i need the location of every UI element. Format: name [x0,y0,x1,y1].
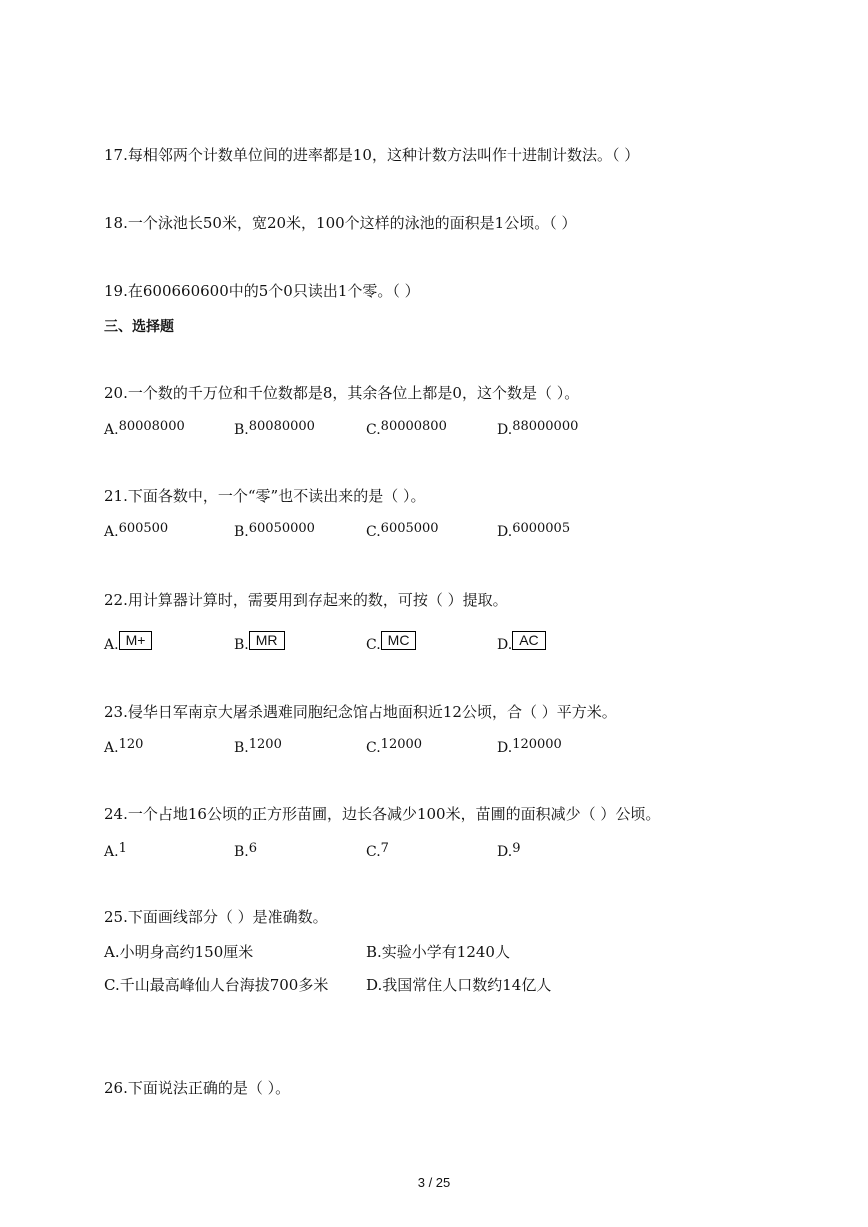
q23-option-b: B.1200 [234,737,282,756]
question-17: 17.每相邻两个计数单位间的进率都是10，这种计数方法叫作十进制计数法。（ ） [104,146,640,164]
page-number: 3 / 25 [417,1175,451,1190]
question-25: 25.下面画线部分（ ）是准确数。 [104,908,328,926]
q24-option-a: A.1 [104,841,127,860]
q21-option-d: D.6000005 [497,521,571,540]
mc-key-icon: MC [381,631,417,650]
m-plus-key-icon: M+ [119,631,153,650]
q22-option-d: D. AC [497,635,546,655]
question-20: 20.一个数的千万位和千位数都是8，其余各位上都是0，这个数是（ ）。 [104,384,580,402]
q20-option-a: A.80008000 [104,419,185,438]
q22-option-b: B. MR [234,635,285,655]
question-24: 24.一个占地16公顷的正方形苗圃，边长各减少100米，苗圃的面积减少（ ）公顷。 [104,805,661,823]
mr-key-icon: MR [249,631,285,650]
ac-key-icon: AC [512,631,545,650]
q24-option-c: C.7 [366,841,389,860]
question-26: 26.下面说法正确的是（ ）。 [104,1079,291,1097]
q25-option-b: B.实验小学有1240人 [366,943,510,961]
question-23: 23.侵华日军南京大屠杀遇难同胞纪念馆占地面积近12公顷，合（ ）平方米。 [104,703,617,721]
q24-option-d: D.9 [497,841,521,860]
section-heading-choice: 三、选择题 [104,319,174,335]
q23-option-d: D.120000 [497,737,562,756]
q21-option-a: A.600500 [104,521,169,540]
q25-option-d: D.我国常住人口数约14亿人 [366,976,552,994]
q21-option-b: B.60050000 [234,521,315,540]
question-18: 18.一个泳池长50米，宽20米，100个这样的泳池的面积是1公顷。（ ） [104,214,577,232]
q25-option-a: A.小明身高约150厘米 [104,943,254,961]
question-21: 21.下面各数中，一个“零”也不读出来的是（ ）。 [104,487,426,505]
q20-option-d: D.88000000 [497,419,579,438]
question-22: 22.用计算器计算时，需要用到存起来的数，可按（ ）提取。 [104,591,508,609]
question-19: 19.在600660600中的5个0只读出1个零。（ ） [104,282,420,300]
q25-option-c: C.千山最高峰仙人台海拔700多米 [104,976,329,994]
q20-option-b: B.80080000 [234,419,315,438]
q22-option-c: C. MC [366,635,416,655]
q23-option-a: A.120 [104,737,144,756]
q23-option-c: C.12000 [366,737,423,756]
q24-option-b: B.6 [234,841,258,860]
q20-option-c: C.80000800 [366,419,447,438]
q21-option-c: C.6005000 [366,521,439,540]
q22-option-a: A. M+ [104,635,152,655]
